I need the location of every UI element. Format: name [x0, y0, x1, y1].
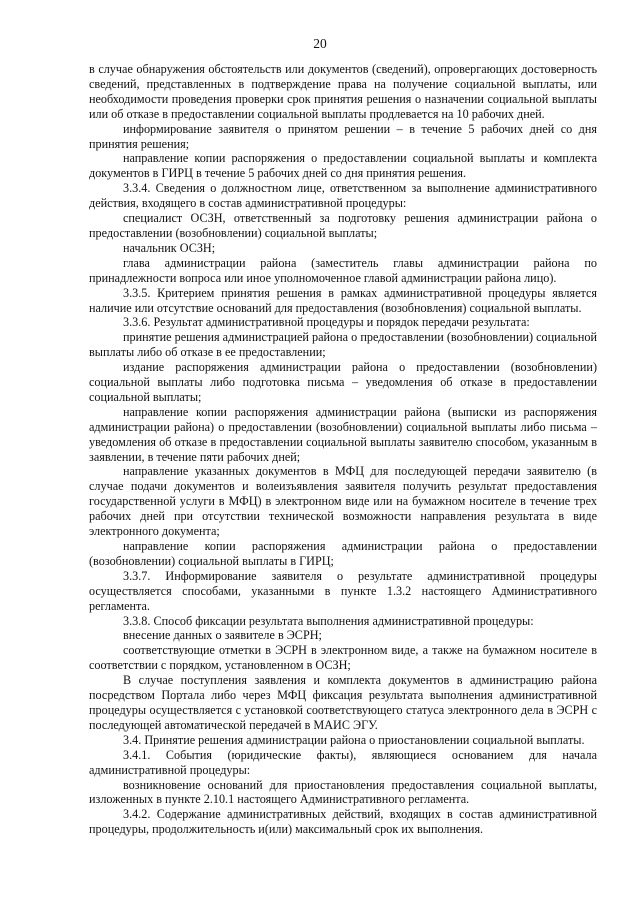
- paragraph: направление копии распоряжения о предоставлении социальной выплаты и комплекта документов в ГИРЦ в течение 5 рабочих дней со дня принятия решения.: [89, 151, 597, 181]
- paragraph: глава администрации района (заместитель главы администрации района по принадлежности вопроса или иное уполномоченное главой администрации района лицо).: [89, 255, 597, 285]
- paragraph: В случае поступления заявления и комплекта документов в администрацию района посредством Портала либо через МФЦ фиксация результата выполнения административной процедуры осуществляется с установкой соответствующего статуса электронного дела в ЭСРН с последующей автоматической передачей в МАИС ЭГУ.: [89, 673, 597, 732]
- paragraph: начальник ОСЗН;: [123, 240, 216, 255]
- paragraph: возникновение оснований для приостановления предоставления социальной выплаты, изложенных в пункте 2.10.1 настоящего Административного регламента.: [89, 777, 597, 807]
- paragraph: направление копии распоряжения администрации района (выписки из распоряжения администрации района) о предоставлении (возобновлении) социальной выплаты либо письма – уведомления об отказе в предоставлении социальной выплаты заявителю способом, указанным в заявлении, в течение пяти рабочих дней;: [89, 404, 597, 464]
- paragraph: внесение данных о заявителе в ЭСРН;: [123, 628, 322, 643]
- paragraph: 3.3.6. Результат административной процедуры и порядок передачи результата:: [123, 315, 530, 330]
- paragraph: 3.3.5. Критерием принятия решения в рамках административной процедуры является наличие или отсутствие оснований для предоставления (возобновления) социальной выплаты.: [89, 285, 597, 315]
- paragraph: издание распоряжения администрации района о предоставлении (возобновлении) социальной выплаты либо подготовка письма – уведомления об отказе в предоставлении социальной выплаты;: [89, 360, 597, 404]
- paragraph: соответствующие отметки в ЭСРН в электронном виде, а также на бумажном носителе в соответствии с порядком, установленном в ОСЗН;: [89, 643, 597, 673]
- paragraph: принятие решения администрацией района о предоставлении (возобновлении) социальной выплаты либо об отказе в ее предоставлении;: [89, 330, 597, 360]
- paragraph: 3.4.1. События (юридические факты), являющиеся основанием для начала административной процедуры:: [89, 747, 597, 777]
- paragraph: 3.4. Принятие решения администрации района о приостановлении социальной выплаты.: [123, 732, 585, 747]
- document-body: [89, 62, 597, 837]
- paragraph: 3.4.2. Содержание административных действий, входящих в состав административной процедуры, продолжительность и(или) максимальный срок их выполнения.: [89, 807, 597, 837]
- page-number: 20: [313, 36, 327, 51]
- paragraph: информирование заявителя о принятом решении – в течение 5 рабочих дней со дня принятия решения;: [89, 121, 597, 151]
- paragraph: в случае обнаружения обстоятельств или документов (сведений), опровергающих достоверность сведений, представленных в подтверждение права на получение социальной выплаты, или необходимости проведения проверки срок принятия решения о назначении социальной выплаты или об отказе в предоставлении социальной выплаты продлевается на 10 рабочих дней.: [89, 62, 597, 121]
- paragraph: направление указанных документов в МФЦ для последующей передачи заявителю (в случае подачи документов и волеизъявления заявителя получить результат предоставления государственной услуги в МФЦ) в электронном виде или на бумажном носителе в течение трех рабочих дней при отсутствии технической возможности направления результата в виде электронного документа;: [89, 464, 597, 539]
- paragraph: 3.3.8. Способ фиксации результата выполнения административной процедуры:: [123, 613, 534, 628]
- paragraph: направление копии распоряжения администрации района о предоставлении (возобновлении) социальной выплаты в ГИРЦ;: [89, 539, 597, 568]
- paragraph: 3.3.4. Сведения о должностном лице, ответственном за выполнение административного действия, входящего в состав административной процедуры:: [89, 181, 597, 211]
- paragraph: специалист ОСЗН, ответственный за подготовку решения администрации района о предоставлении (возобновлении) социальной выплаты;: [89, 211, 597, 240]
- paragraph: 3.3.7. Информирование заявителя о результате административной процедуры осуществляется способами, указанными в пункте 1.3.2 настоящего Административного регламента.: [89, 568, 597, 613]
